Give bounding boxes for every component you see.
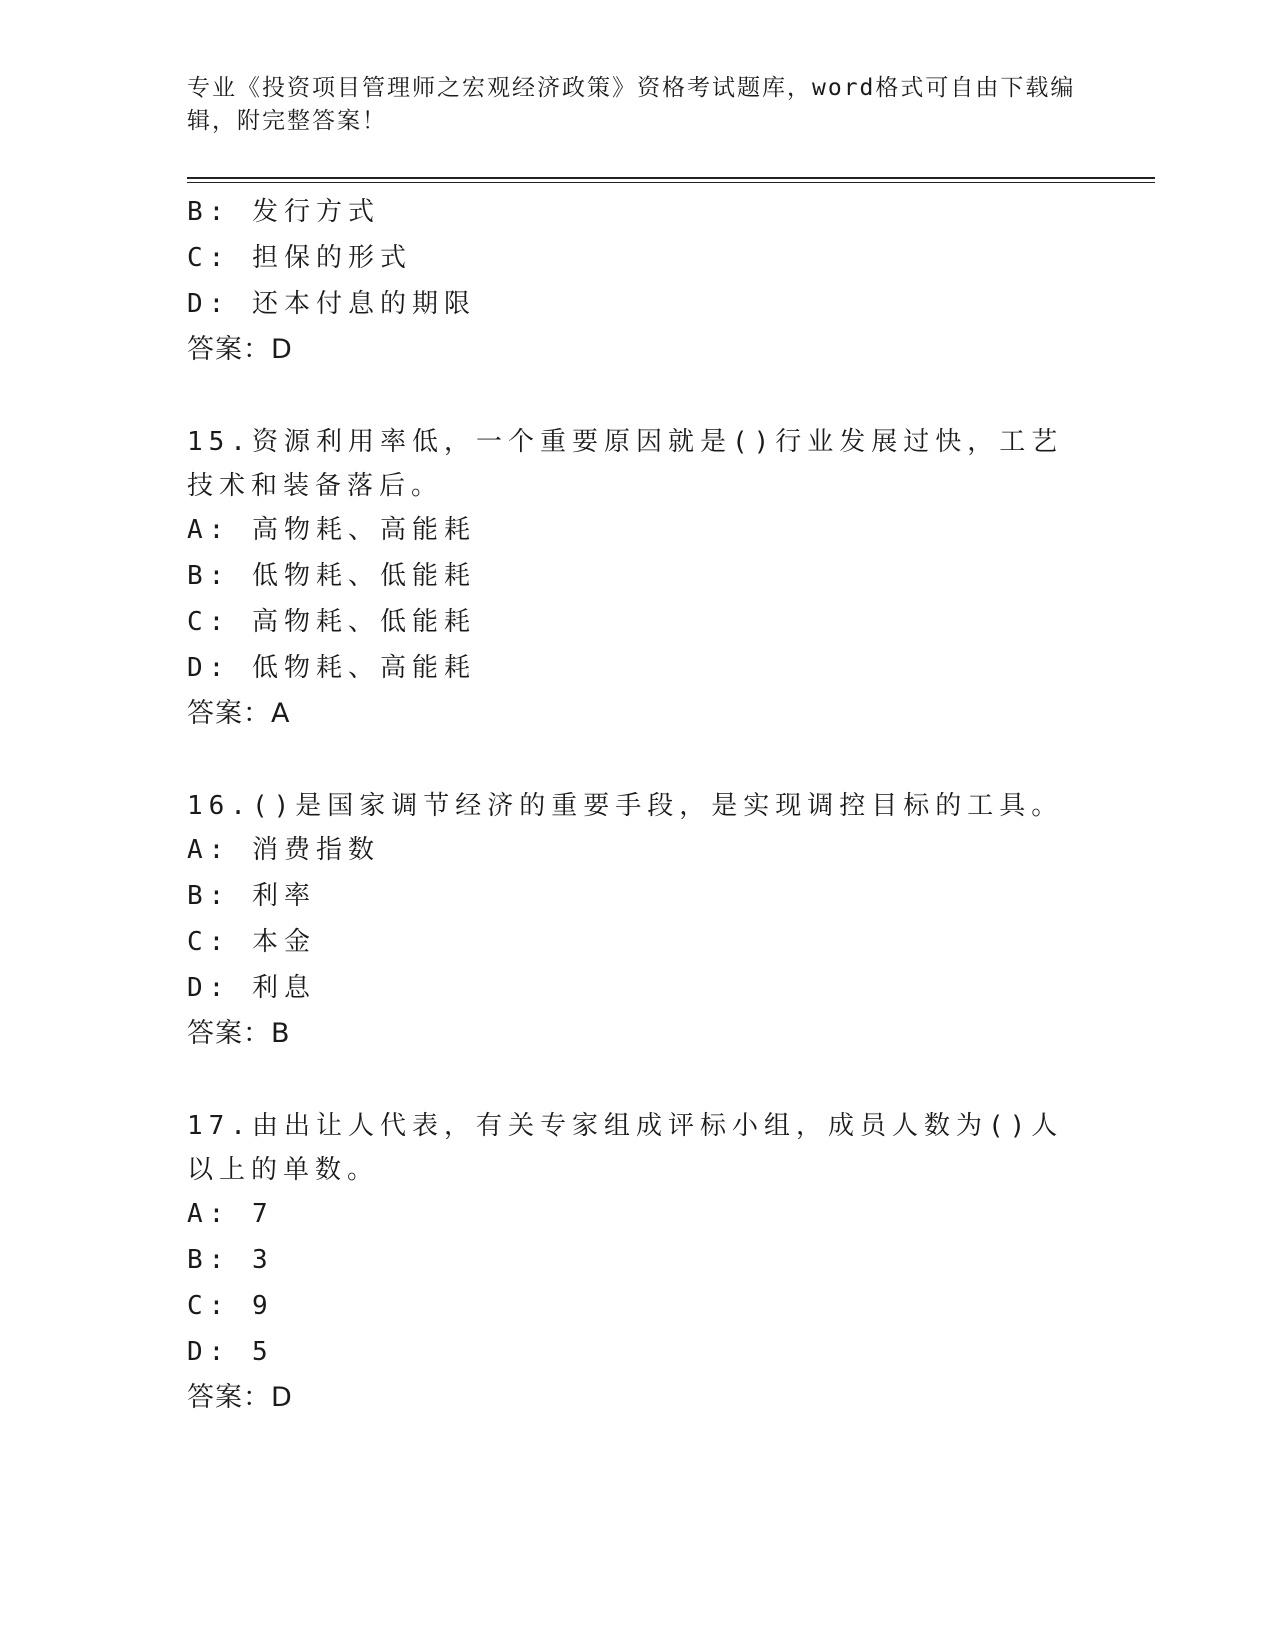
option-a: A: 7 [187,1199,274,1229]
option-b: B: 低物耗、低能耗 [187,561,476,591]
option-c: C: 9 [187,1291,274,1321]
option-b: B: 发行方式 [187,197,380,227]
question-stem: 17.由出让人代表，有关专家组成评标小组，成员人数为()人以上的单数。 [187,1111,1064,1185]
option-d: D: 还本付息的期限 [187,289,476,319]
option-b: B: 3 [187,1245,274,1275]
option-c: C: 担保的形式 [187,243,412,273]
header-divider-thin [187,182,1155,183]
header-divider-thick [187,177,1155,179]
question-stem: 15.资源利用率低，一个重要原因就是()行业发展过快，工艺技术和装备落后。 [187,427,1064,501]
question-16 [187,784,1087,1058]
option-a: A: 消费指数 [187,835,380,865]
answer-line: 答案：A [187,698,291,729]
option-c: C: 本金 [187,927,316,957]
question-14-continued [187,190,1087,374]
answer-line: 答案：B [187,1018,291,1049]
question-17 [187,1104,1087,1422]
option-d: D: 低物耗、高能耗 [187,653,476,683]
option-d: D: 利息 [187,973,316,1003]
question-15 [187,420,1087,738]
document-header: 专业《投资项目管理师之宏观经济政策》资格考试题库，word格式可自由下载编辑，附完整答案！ [187,75,1076,134]
option-a: A: 高物耗、高能耗 [187,515,476,545]
answer-line: 答案：D [187,334,293,365]
answer-line: 答案：D [187,1382,293,1413]
question-stem: 16.()是国家调节经济的重要手段，是实现调控目标的工具。 [187,791,1064,821]
option-b: B: 利率 [187,881,316,911]
option-d: D: 5 [187,1337,274,1367]
question-list [187,190,1087,1422]
option-c: C: 高物耗、低能耗 [187,607,476,637]
